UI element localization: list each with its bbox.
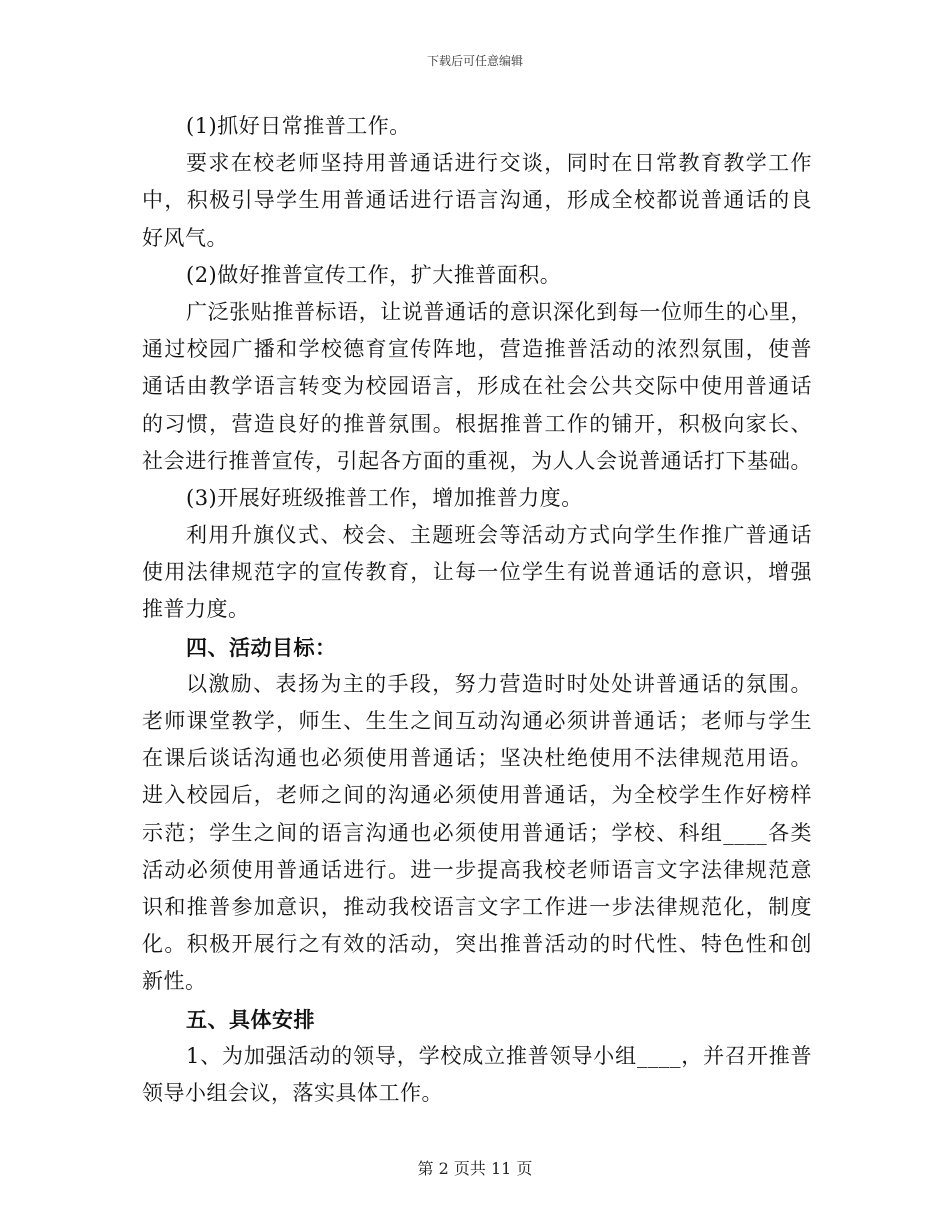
paragraph-line: 新性。 (142, 969, 207, 994)
paragraph-line: 社会进行推普宣传，引起各方面的重视，为人人会说普通话打下基础。 (142, 448, 812, 473)
paragraph-line: 推普力度。 (142, 597, 250, 622)
paragraph-line: 的习惯，营造良好的推普氛围。根据推普工作的铺开，积极向家长、 (142, 411, 812, 436)
paragraph-line: 通过校园广播和学校德育宣传阵地，营造推普活动的浓烈氛围，使普 (142, 337, 812, 362)
item-1-heading: (1)抓好日常推普工作。 (186, 114, 411, 138)
section-5-heading: 五、具体安排 (186, 1006, 315, 1032)
page-footer: 第 2 页共 11 页 (417, 1159, 533, 1178)
document-body (142, 108, 812, 1112)
paragraph-line: 要求在校老师坚持用普通话进行交谈，同时在日常教育教学工作 (186, 151, 812, 176)
paragraph-line: 识和推普参加意识，推动我校语言文字工作进一步法律规范化，制度 (142, 894, 812, 919)
paragraph-line: 活动必须使用普通话进行。进一步提高我校老师语言文字法律规范意 (142, 857, 812, 882)
paragraph-line: 中，积极引导学生用普通话进行语言沟通，形成全校都说普通话的良 (142, 188, 812, 213)
paragraph-line: 使用法律规范字的宣传教育，让每一位学生有说普通话的意识，增强 (142, 560, 812, 585)
paragraph-line: 在课后谈话沟通也必须使用普通话；坚决杜绝使用不法律规范用语。 (142, 746, 812, 771)
section-4-heading: 四、活动目标： (186, 634, 337, 660)
paragraph-line: 广泛张贴推普标语，让说普通话的意识深化到每一位师生的心里， (186, 299, 812, 324)
paragraph-line: 进入校园后，老师之间的沟通必须使用普通话，为全校学生作好榜样 (142, 783, 812, 808)
paragraph-line: 以激励、表扬为主的手段，努力营造时时处处讲普通话的氛围。 (186, 671, 812, 696)
item-2-heading: (2)做好推普宣传工作，扩大推普面积。 (186, 262, 562, 287)
paragraph-line: 好风气。 (142, 225, 228, 250)
paragraph-line: 领导小组会议，落实具体工作。 (142, 1080, 443, 1105)
page-header: 下载后可任意编辑 (426, 54, 523, 68)
paragraph-line: 利用升旗仪式、校会、主题班会等活动方式向学生作推广普通话 (186, 523, 812, 548)
paragraph-line: 通话由教学语言转变为校园语言，形成在社会公共交际中使用普通话 (142, 374, 812, 399)
paragraph-line: 老师课堂教学，师生、生生之间互动沟通必须讲普通话；老师与学生 (142, 709, 812, 733)
item-3-heading: (3)开展好班级推普工作，增加推普力度。 (186, 485, 583, 510)
paragraph-line: 化。积极开展行之有效的活动，突出推普活动的时代性、特色性和创 (142, 932, 812, 957)
paragraph-line: 1、为加强活动的领导，学校成立推普领导小组____，并召开推普 (186, 1043, 812, 1068)
paragraph-line: 示范；学生之间的语言沟通也必须使用普通话；学校、科组____各类 (142, 820, 812, 845)
